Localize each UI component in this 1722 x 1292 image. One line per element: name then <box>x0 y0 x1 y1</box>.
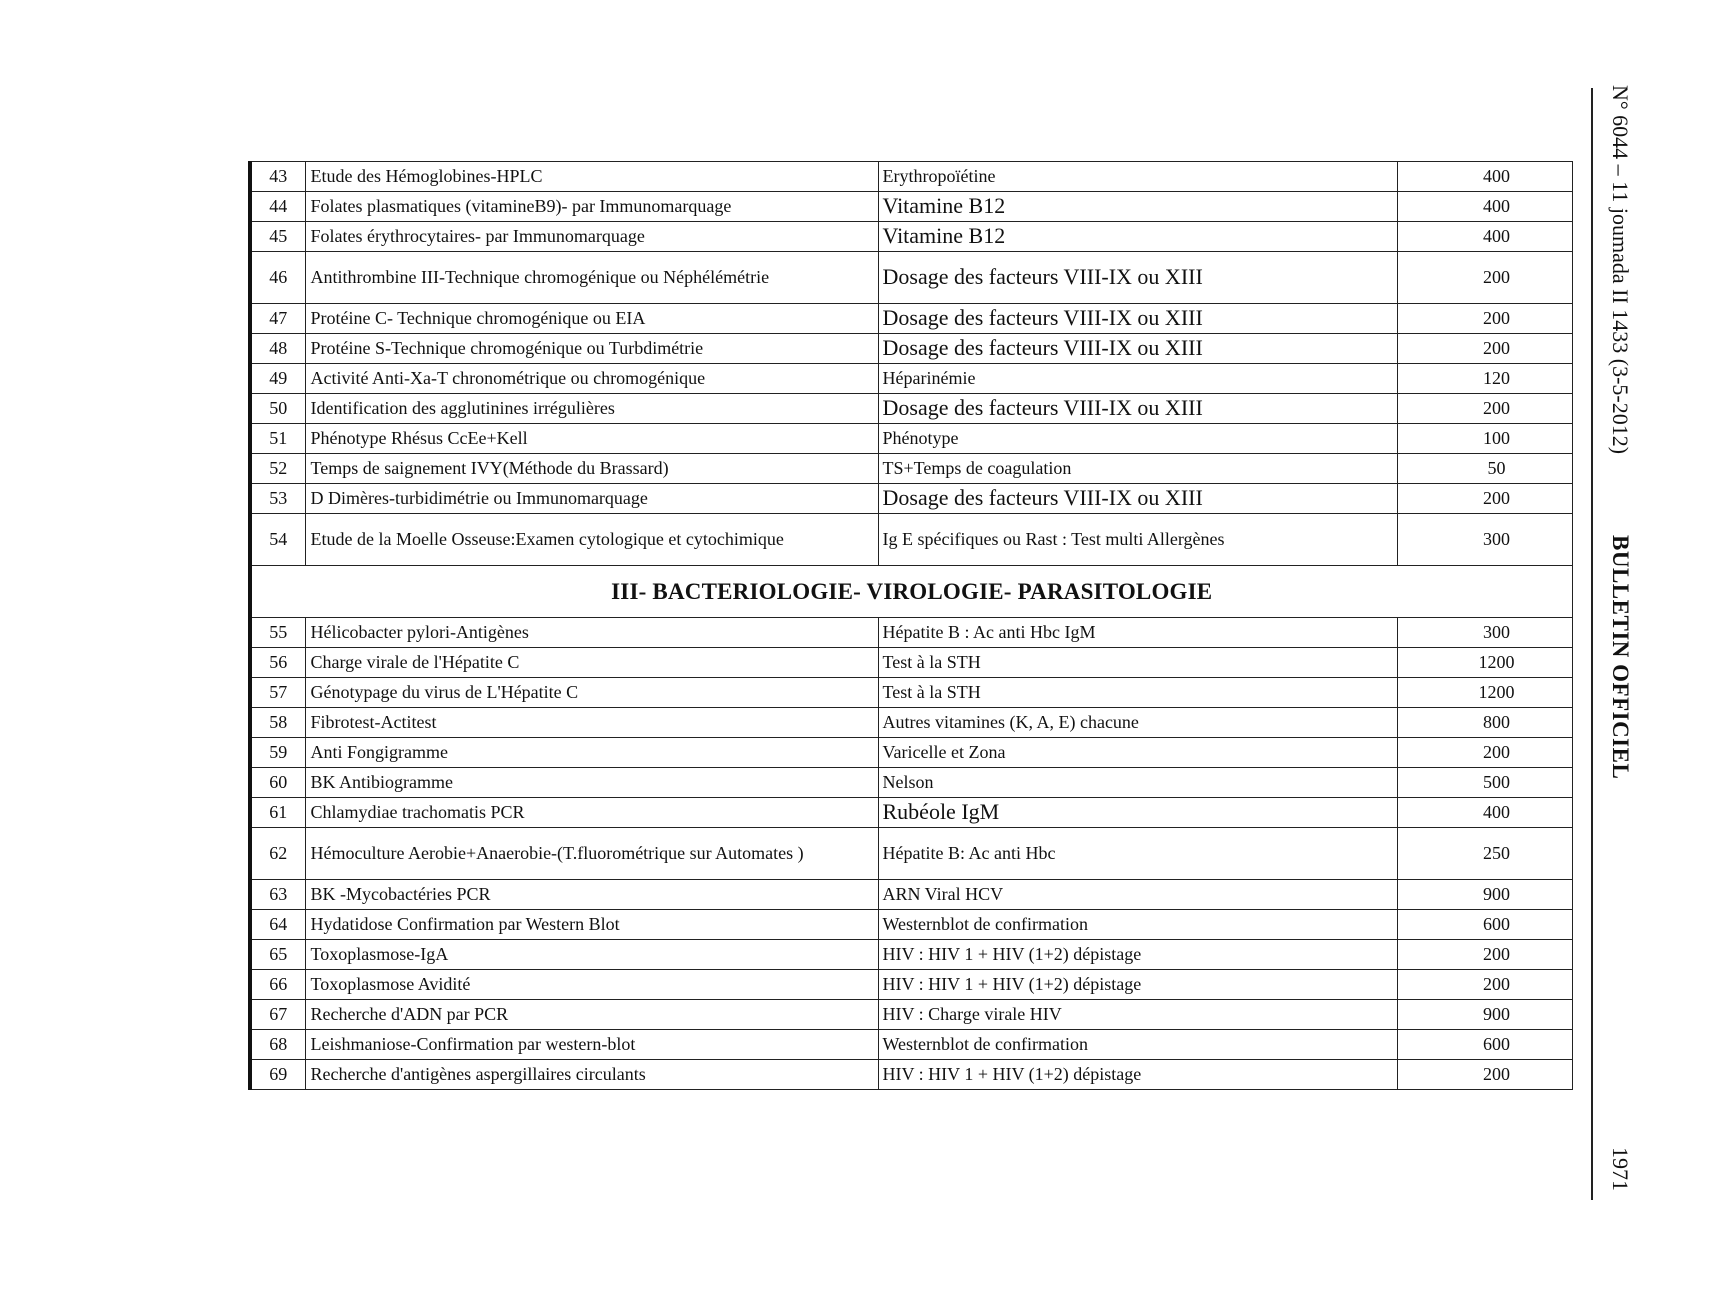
exam-name: Génotypage du virus de L'Hépatite C <box>305 678 878 708</box>
exam-name: Etude des Hémoglobines-HPLC <box>305 162 878 192</box>
row-number: 47 <box>250 304 305 334</box>
cotation-value: 300 <box>1397 618 1572 648</box>
section-title: III- BACTERIOLOGIE- VIROLOGIE- PARASITOLOGIE <box>250 566 1572 618</box>
table-row <box>250 484 1572 514</box>
table-row <box>250 910 1572 940</box>
row-number: 63 <box>250 880 305 910</box>
table-row <box>250 394 1572 424</box>
equivalent-exam: Erythropoïétine <box>878 162 1397 192</box>
table-row <box>250 798 1572 828</box>
equivalent-exam: Ig E spécifiques ou Rast : Test multi Allergènes <box>878 514 1397 566</box>
cotation-value: 600 <box>1397 910 1572 940</box>
equivalent-exam: Vitamine B12 <box>878 222 1397 252</box>
header-rule <box>1591 88 1593 1200</box>
equivalent-exam: HIV : HIV 1 + HIV (1+2) dépistage <box>878 970 1397 1000</box>
exam-name: BK -Mycobactéries PCR <box>305 880 878 910</box>
exam-name: BK Antibiogramme <box>305 768 878 798</box>
cotation-value: 900 <box>1397 880 1572 910</box>
table-row <box>250 192 1572 222</box>
equivalent-exam: Dosage des facteurs VIII-IX ou XIII <box>878 334 1397 364</box>
table-row <box>250 648 1572 678</box>
exam-name: Fibrotest-Actitest <box>305 708 878 738</box>
equivalent-exam: Hépatite B : Ac anti Hbc IgM <box>878 618 1397 648</box>
running-header-text <box>1603 85 1633 1195</box>
table-row <box>250 514 1572 566</box>
equivalent-exam: HIV : Charge virale HIV <box>878 1000 1397 1030</box>
row-number: 67 <box>250 1000 305 1030</box>
equivalent-exam: Westernblot de confirmation <box>878 1030 1397 1060</box>
cotation-value: 200 <box>1397 484 1572 514</box>
exam-name: Hélicobacter pylori-Antigènes <box>305 618 878 648</box>
equivalent-exam: Dosage des facteurs VIII-IX ou XIII <box>878 304 1397 334</box>
equivalent-exam: Héparinémie <box>878 364 1397 394</box>
equivalent-exam: Westernblot de confirmation <box>878 910 1397 940</box>
issue-info: N° 6044 – 11 joumada II 1433 (3-5-2012) <box>1608 85 1633 455</box>
section-header-row <box>250 566 1572 618</box>
equivalent-exam: Vitamine B12 <box>878 192 1397 222</box>
cotation-value: 200 <box>1397 304 1572 334</box>
publication-title: BULLETIN OFFICIEL <box>1608 535 1633 780</box>
table-row <box>250 828 1572 880</box>
table-row <box>250 1030 1572 1060</box>
cotation-value: 100 <box>1397 424 1572 454</box>
row-number: 61 <box>250 798 305 828</box>
table-body-part2 <box>250 618 1572 1090</box>
cotation-value: 300 <box>1397 514 1572 566</box>
equivalent-exam: Dosage des facteurs VIII-IX ou XIII <box>878 252 1397 304</box>
cotation-value: 200 <box>1397 970 1572 1000</box>
equivalent-exam: Test à la STH <box>878 648 1397 678</box>
table-row <box>250 880 1572 910</box>
exam-name: Recherche d'ADN par PCR <box>305 1000 878 1030</box>
cotation-value: 400 <box>1397 798 1572 828</box>
cotation-value: 900 <box>1397 1000 1572 1030</box>
exam-name: Charge virale de l'Hépatite C <box>305 648 878 678</box>
table-row <box>250 304 1572 334</box>
row-number: 46 <box>250 252 305 304</box>
cotation-value: 400 <box>1397 222 1572 252</box>
row-number: 54 <box>250 514 305 566</box>
row-number: 59 <box>250 738 305 768</box>
row-number: 69 <box>250 1060 305 1090</box>
cotation-value: 50 <box>1397 454 1572 484</box>
row-number: 55 <box>250 618 305 648</box>
cotation-value: 120 <box>1397 364 1572 394</box>
cotation-value: 200 <box>1397 334 1572 364</box>
tariff-table <box>248 161 1573 1090</box>
row-number: 66 <box>250 970 305 1000</box>
row-number: 64 <box>250 910 305 940</box>
row-number: 50 <box>250 394 305 424</box>
row-number: 43 <box>250 162 305 192</box>
exam-name: Protéine C- Technique chromogénique ou EIA <box>305 304 878 334</box>
cotation-value: 400 <box>1397 162 1572 192</box>
cotation-value: 400 <box>1397 192 1572 222</box>
cotation-value: 800 <box>1397 708 1572 738</box>
exam-name: Protéine S-Technique chromogénique ou Turbdimétrie <box>305 334 878 364</box>
row-number: 51 <box>250 424 305 454</box>
exam-name: Activité Anti-Xa-T chronométrique ou chromogénique <box>305 364 878 394</box>
page-number: 1971 <box>1608 1147 1633 1191</box>
cotation-value: 1200 <box>1397 648 1572 678</box>
equivalent-exam: Dosage des facteurs VIII-IX ou XIII <box>878 394 1397 424</box>
exam-name: Hémoculture Aerobie+Anaerobie-(T.fluorométrique sur Automates ) <box>305 828 878 880</box>
row-number: 52 <box>250 454 305 484</box>
row-number: 45 <box>250 222 305 252</box>
row-number: 56 <box>250 648 305 678</box>
table-row <box>250 424 1572 454</box>
exam-name: Recherche d'antigènes aspergillaires circulants <box>305 1060 878 1090</box>
equivalent-exam: Autres vitamines (K, A, E) chacune <box>878 708 1397 738</box>
row-number: 48 <box>250 334 305 364</box>
running-header <box>1595 85 1635 1195</box>
table-row <box>250 940 1572 970</box>
cotation-value: 200 <box>1397 940 1572 970</box>
row-number: 49 <box>250 364 305 394</box>
table-row <box>250 454 1572 484</box>
table-row <box>250 162 1572 192</box>
cotation-value: 250 <box>1397 828 1572 880</box>
equivalent-exam: HIV : HIV 1 + HIV (1+2) dépistage <box>878 940 1397 970</box>
equivalent-exam: Dosage des facteurs VIII-IX ou XIII <box>878 484 1397 514</box>
table-row <box>250 970 1572 1000</box>
equivalent-exam: Rubéole IgM <box>878 798 1397 828</box>
table-row <box>250 222 1572 252</box>
row-number: 57 <box>250 678 305 708</box>
equivalent-exam: Nelson <box>878 768 1397 798</box>
table-row <box>250 618 1572 648</box>
table-row <box>250 252 1572 304</box>
row-number: 68 <box>250 1030 305 1060</box>
exam-name: Toxoplasmose Avidité <box>305 970 878 1000</box>
exam-name: Leishmaniose-Confirmation par western-blot <box>305 1030 878 1060</box>
cotation-value: 200 <box>1397 252 1572 304</box>
row-number: 65 <box>250 940 305 970</box>
row-number: 53 <box>250 484 305 514</box>
table-body-part1 <box>250 162 1572 566</box>
exam-name: D Dimères-turbidimétrie ou Immunomarquage <box>305 484 878 514</box>
row-number: 60 <box>250 768 305 798</box>
cotation-value: 600 <box>1397 1030 1572 1060</box>
section-header-group <box>250 566 1572 618</box>
exam-name: Temps de saignement IVY(Méthode du Brassard) <box>305 454 878 484</box>
table-row <box>250 708 1572 738</box>
row-number: 58 <box>250 708 305 738</box>
table-row <box>250 364 1572 394</box>
cotation-value: 200 <box>1397 738 1572 768</box>
exam-name: Antithrombine III-Technique chromogénique ou Néphélémétrie <box>305 252 878 304</box>
exam-name: Identification des agglutinines irrégulières <box>305 394 878 424</box>
cotation-value: 500 <box>1397 768 1572 798</box>
cotation-value: 200 <box>1397 394 1572 424</box>
exam-name: Folates plasmatiques (vitamineB9)- par Immunomarquage <box>305 192 878 222</box>
cotation-value: 200 <box>1397 1060 1572 1090</box>
cotation-value: 1200 <box>1397 678 1572 708</box>
table-row <box>250 1060 1572 1090</box>
exam-name: Folates érythrocytaires- par Immunomarquage <box>305 222 878 252</box>
row-number: 62 <box>250 828 305 880</box>
exam-name: Etude de la Moelle Osseuse:Examen cytologique et cytochimique <box>305 514 878 566</box>
equivalent-exam: TS+Temps de coagulation <box>878 454 1397 484</box>
table-row <box>250 1000 1572 1030</box>
table-row <box>250 738 1572 768</box>
exam-name: Phénotype Rhésus CcEe+Kell <box>305 424 878 454</box>
table-row <box>250 334 1572 364</box>
equivalent-exam: Test à la STH <box>878 678 1397 708</box>
exam-name: Chlamydiae trachomatis PCR <box>305 798 878 828</box>
equivalent-exam: Varicelle et Zona <box>878 738 1397 768</box>
exam-name: Hydatidose Confirmation par Western Blot <box>305 910 878 940</box>
equivalent-exam: HIV : HIV 1 + HIV (1+2) dépistage <box>878 1060 1397 1090</box>
row-number: 44 <box>250 192 305 222</box>
equivalent-exam: ARN Viral HCV <box>878 880 1397 910</box>
exam-name: Anti Fongigramme <box>305 738 878 768</box>
table-row <box>250 678 1572 708</box>
equivalent-exam: Hépatite B: Ac anti Hbc <box>878 828 1397 880</box>
table-row <box>250 768 1572 798</box>
exam-name: Toxoplasmose-IgA <box>305 940 878 970</box>
equivalent-exam: Phénotype <box>878 424 1397 454</box>
